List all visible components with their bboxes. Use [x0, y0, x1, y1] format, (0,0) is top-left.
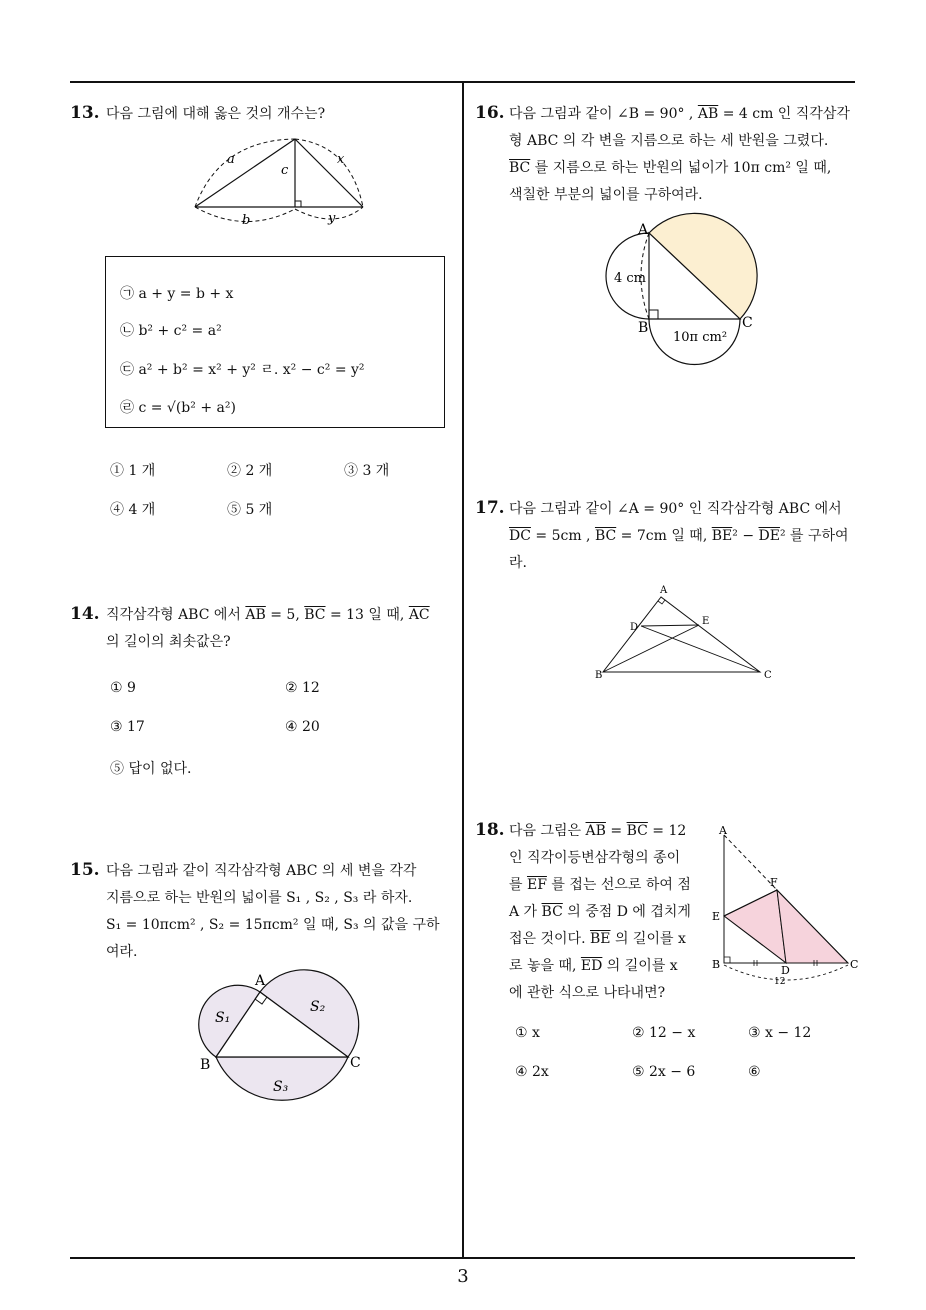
q18-label-12: 12	[774, 977, 786, 987]
q15-label-S3: S₃	[273, 1079, 289, 1095]
q18-number: 18.	[475, 820, 505, 840]
q18-choice-1[interactable]: ① x	[515, 1025, 540, 1041]
q15-label-C: C	[350, 1055, 361, 1071]
q15-label-B: B	[200, 1057, 211, 1073]
q18-choice-2[interactable]: ② 12 − x	[632, 1025, 696, 1041]
q17-label-E: E	[702, 616, 710, 627]
q13-choice-4[interactable]: ④ 4 개	[110, 502, 156, 518]
column-divider	[462, 82, 464, 1258]
q15-line4: 여라.	[106, 944, 138, 960]
q14-choice-3[interactable]: ③ 17	[110, 719, 145, 735]
q16-line2: 형 ABC 의 각 변을 지름으로 하는 세 반원을 그렸다.	[509, 133, 829, 149]
q15-figure	[195, 965, 365, 1130]
q15-number: 15.	[70, 860, 100, 880]
q13-label-y: y	[328, 211, 336, 226]
q17-label-B: B	[595, 670, 603, 681]
q18-line7: 에 관한 식으로 나타내면?	[509, 985, 666, 1001]
q15-line2: 지름으로 하는 반원의 넓이를 S₁ , S₂ , S₃ 라 하자.	[106, 890, 413, 906]
q16-line1: 다음 그림과 같이 ∠B = 90° , $\overline{AB} = 4$ cm 인 직각삼각	[509, 106, 850, 122]
q16-number: 16.	[475, 103, 505, 123]
q15-label-S1: S₁	[215, 1010, 231, 1026]
q18-label-B: B	[712, 958, 721, 971]
q15-line3: S₁ = 10πcm² , S₂ = 15πcm² 일 때, S₃ 의 값을 구하	[106, 917, 440, 933]
q13-label-x: x	[337, 152, 345, 167]
q18-line6: 로 놓을 때, $\overline{ED}$ 의 길이를 x	[509, 958, 678, 974]
bottom-rule	[70, 1257, 855, 1259]
q16-label-C: C	[742, 315, 753, 331]
q13-statement-2: ㉡ b² + c² = a²	[120, 323, 222, 339]
q16-line4: 색칠한 부분의 넓이를 구하여라.	[509, 187, 703, 203]
q16-label-area: 10π cm²	[673, 330, 728, 345]
q16-label-A: A	[638, 222, 649, 238]
q14-line2: 의 길이의 최솟값은?	[106, 634, 231, 650]
q16-label-side: 4 cm	[614, 271, 647, 286]
q17-figure	[590, 582, 780, 682]
q17-line2: $\overline{DC} = 5cm$ , $\overline{BC} = 7cm$ 일 때, $\overline{BE}^2 - \overline{DE}^2$ 를 구하여	[509, 528, 849, 544]
q13-label-c: c	[281, 163, 289, 178]
q18-label-E: E	[712, 910, 721, 923]
q18-choice-6[interactable]: ⑥	[748, 1064, 761, 1080]
q18-label-F: F	[770, 876, 778, 889]
q13-choice-1[interactable]: ① 1 개	[110, 463, 156, 479]
q18-line1: 다음 그림은 $\overline{AB} = \overline{BC} = 12$	[509, 823, 687, 839]
q18-choice-4[interactable]: ④ 2x	[515, 1064, 549, 1080]
q18-label-C: C	[850, 958, 859, 971]
q16-label-B: B	[638, 320, 649, 336]
q18-figure	[708, 820, 868, 995]
q13-figure	[190, 130, 370, 230]
q13-choice-5[interactable]: ⑤ 5 개	[227, 502, 273, 518]
q18-line3: 를 $\overline{EF}$ 를 접는 선으로 하여 점	[509, 877, 691, 893]
q14-choice-2[interactable]: ② 12	[285, 680, 320, 696]
q18-line4: A 가 $\overline{BC}$ 의 중점 D 에 겹치게	[509, 904, 691, 920]
page-number: 3	[457, 1266, 469, 1287]
q14-choice-5[interactable]: ⑤ 답이 없다.	[110, 761, 192, 777]
q17-line3: 라.	[509, 555, 527, 571]
q18-label-A: A	[719, 824, 727, 837]
q13-choice-3[interactable]: ③ 3 개	[344, 463, 390, 479]
q13-label-b: b	[242, 213, 251, 228]
q13-statement-3: ㉢ a² + b² = x² + y² ㄹ. x² − c² = y²	[120, 362, 365, 378]
q16-figure	[605, 210, 765, 365]
q15-line1: 다음 그림과 같이 직각삼각형 ABC 의 세 변을 각각	[106, 863, 417, 879]
q13-label-a: a	[227, 152, 235, 167]
q13-statement-1: ㉠ a + y = b + x	[120, 286, 234, 302]
q13-choice-2[interactable]: ② 2 개	[227, 463, 273, 479]
q17-number: 17.	[475, 498, 505, 518]
q18-choice-3[interactable]: ③ x − 12	[748, 1025, 812, 1041]
q16-line3: $\overline{BC}$ 를 지름으로 하는 반원의 넓이가 10π cm² 일 때,	[509, 160, 832, 176]
q18-line2: 인 직각이등변삼각형의 종이	[509, 850, 681, 866]
q13-text: 다음 그림에 대해 옳은 것의 개수는?	[106, 106, 326, 122]
q13-statement-4: ㉣ c = √(b² + a²)	[120, 400, 236, 416]
q17-label-A: A	[660, 585, 668, 596]
q15-label-S2: S₂	[310, 999, 326, 1015]
q14-line1: 직각삼각형 ABC 에서 $\overline{AB} = 5$, $\overline{BC} = 13$ 일 때, $\overline{AC}$	[106, 607, 430, 623]
q17-label-C: C	[764, 670, 772, 681]
q18-line5: 접은 것이다. $\overline{BE}$ 의 길이를 x	[509, 931, 686, 947]
q17-label-D: D	[630, 622, 639, 633]
q14-choice-4[interactable]: ④ 20	[285, 719, 320, 735]
q13-number: 13.	[70, 103, 100, 123]
q18-label-D: D	[781, 964, 790, 977]
q14-choice-1[interactable]: ① 9	[110, 680, 136, 696]
q17-line1: 다음 그림과 같이 ∠A = 90° 인 직각삼각형 ABC 에서	[509, 501, 842, 517]
q14-number: 14.	[70, 604, 100, 624]
q15-label-A: A	[255, 973, 266, 989]
q18-choice-5[interactable]: ⑤ 2x − 6	[632, 1064, 696, 1080]
